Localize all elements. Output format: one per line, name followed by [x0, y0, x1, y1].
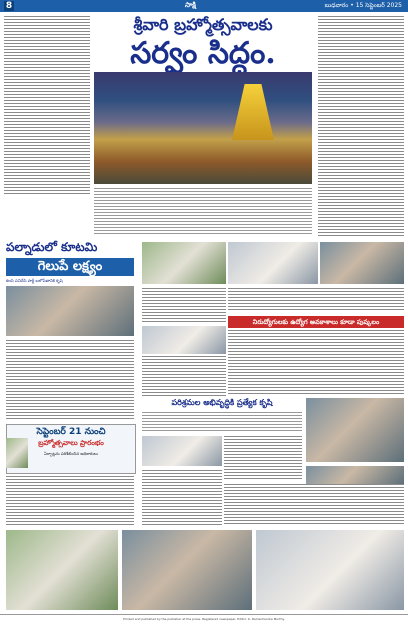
meeting-photo-1 [142, 242, 226, 284]
bottom-text-1 [142, 470, 222, 526]
meeting-photo-3 [320, 242, 404, 284]
left-column-text [4, 16, 90, 196]
right-column-text [318, 16, 404, 236]
story-brahmo-sub: ఏర్పాట్లను పరిశీలించిన అధికారులు [44, 451, 98, 456]
event-photo-1 [306, 398, 404, 462]
lead-headline-line2: సర్వం సిద్ధం. [130, 36, 276, 71]
paper-name: సాక్షి [185, 1, 196, 9]
bottom-photo-3 [256, 530, 404, 610]
industry-text [142, 412, 302, 432]
jobs-text [228, 330, 404, 394]
lead-headline-line1: శ్రీవారి బ్రహ్మోత్సవాలకు [133, 15, 273, 34]
conference-text [224, 436, 302, 480]
story-palnadu-sub: కలసి పనిచేసి పార్టీ బలోపేతానికి కృషి [6, 278, 63, 283]
story-jobs-banner [228, 316, 404, 328]
bottom-photo-2 [122, 530, 252, 610]
page-number: 8 [5, 1, 13, 11]
story-industry-headline: పరిశ్రమల అభివృద్ధికి ప్రత్యేక కృషి [171, 398, 273, 407]
conference-photo [142, 436, 222, 466]
bottom-text-2 [224, 484, 404, 526]
official-photo [142, 326, 226, 354]
event-photo-2 [306, 466, 404, 484]
story-brahmo-headline: సెప్టెంబర్ 21 నుంచి [36, 427, 106, 437]
meeting-photo-2 [228, 242, 318, 284]
bottom-photo-1 [6, 530, 118, 610]
story-palnadu-banner [6, 258, 134, 276]
lead-story-text [94, 188, 312, 236]
story-palnadu-headline-2: గెలుపే లక్ష్యం [37, 259, 103, 274]
story-brahmo-headline-2: బ్రహ్మోత్సవాలు ప్రారంభం [38, 439, 104, 447]
palnadu-photo [6, 286, 134, 336]
dateline: బుధవారం • 15 సెప్టెంబర్ 2025 [324, 2, 402, 9]
palnadu-text [6, 340, 134, 420]
masthead-bar [0, 0, 408, 12]
temple-photo [94, 72, 312, 184]
middle-text-2 [228, 288, 404, 310]
story-jobs-headline: నిరుద్యోగులకు ఉద్యోగ అవకాశాలు కూడా పుష్కలం [252, 318, 380, 326]
brahmo-text [6, 476, 134, 526]
footer-imprint: Printed and published by the publisher at the press. Registered newspaper. Editor: K. Ramachandra Murthy. [0, 614, 408, 630]
gopuram-graphic [232, 84, 274, 140]
middle-text-1 [142, 288, 226, 322]
middle-text-3 [142, 356, 226, 396]
story-palnadu-headline-1: పల్నాడులో కూటమి [6, 240, 98, 254]
story-palnadu-headline [6, 240, 136, 255]
portrait-photo [6, 438, 28, 468]
